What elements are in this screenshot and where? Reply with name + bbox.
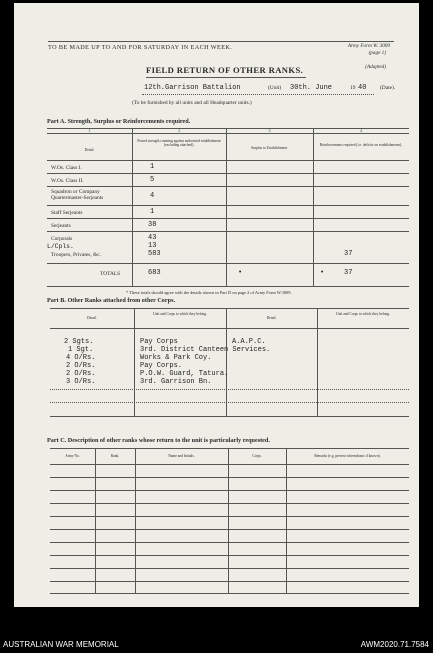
part-c-rule-head bbox=[50, 464, 409, 465]
row-posted-cqms: 4 bbox=[150, 192, 155, 200]
archive-footer bbox=[0, 638, 433, 653]
footer-accession-number: AWM2020.71.7584 bbox=[360, 640, 429, 649]
part-b-unit-1: Pay Corps bbox=[140, 338, 178, 346]
totals-surplus: • bbox=[238, 269, 243, 277]
col-header-reinforcements: Reinforcements required (i.e. deficits on establishments). bbox=[319, 143, 403, 147]
title-underline bbox=[146, 77, 306, 78]
row-detail-cqms: Squadron or Company Quartermaster-Serjeants bbox=[51, 189, 104, 201]
part-c-heading: Part C. Description of other ranks whose return to the unit is particularly requested. bbox=[47, 437, 270, 444]
row-posted-wo2: 5 bbox=[150, 176, 155, 184]
row-detail-lcpls: L/Cpls. bbox=[47, 243, 74, 250]
part-b-vline-3 bbox=[317, 308, 318, 416]
row-posted-staff-sgt: 1 bbox=[150, 208, 155, 216]
part-a-footnote: * These totals should agree with the details shown in Part D on page 2 of Army Form W.3009. bbox=[126, 290, 292, 295]
row-line bbox=[47, 218, 409, 219]
totals-reinf-bullet: • bbox=[320, 269, 325, 277]
part-b-unit-4: Pay Corps. bbox=[140, 362, 183, 370]
part-b-detail-5: 2 O/Rs. bbox=[66, 370, 96, 378]
row-detail-corporals: Corporals bbox=[51, 236, 73, 242]
part-c-header-army-no: Army No. bbox=[65, 454, 80, 458]
row-reinf-privates: 37 bbox=[344, 250, 353, 258]
part-c-vline-3 bbox=[228, 448, 229, 593]
header-rule bbox=[48, 41, 394, 42]
part-b-unit-5: P.O.W. Guard, Tatura. bbox=[140, 370, 229, 378]
col-number-4: 4 bbox=[360, 129, 362, 133]
part-b-rule-top bbox=[50, 308, 409, 309]
row-line bbox=[47, 263, 409, 264]
col-header-posted: Posted strength counting against authorized establishment (excluding attached). bbox=[137, 139, 221, 148]
row-posted-serjeants: 38 bbox=[148, 221, 157, 229]
unit-dotted-line bbox=[142, 94, 374, 95]
part-c-rule-bottom bbox=[50, 593, 409, 594]
form-page bbox=[14, 3, 419, 607]
totals-posted: 683 bbox=[148, 269, 161, 277]
part-b-unit-2: 3rd. District Canteen Services. bbox=[140, 346, 271, 354]
unit-label: (Unit) bbox=[268, 85, 282, 91]
date-label: (Date). bbox=[380, 85, 396, 91]
row-posted-privates: 583 bbox=[148, 250, 161, 258]
row-posted-wo1: 1 bbox=[150, 163, 155, 171]
part-c-header-rank: Rank. bbox=[110, 454, 120, 458]
row-detail-wo2: W.Os. Class II. bbox=[51, 178, 84, 184]
part-b-detail-2: 1 Sgt. bbox=[68, 346, 94, 354]
part-b-header-detail-2: Detail. bbox=[266, 316, 277, 320]
part-b-header-unit-2: Unit and Corps to which they belong. bbox=[336, 312, 390, 316]
part-b-heading: Part B. Other Ranks attached from other Corps. bbox=[47, 297, 176, 304]
year-value: 40 bbox=[358, 84, 367, 92]
part-c-rule-top bbox=[50, 448, 409, 449]
row-posted-corporals: 43 bbox=[148, 234, 157, 242]
part-a-heading: Part A. Strength, Surplus or Reinforcements required. bbox=[47, 118, 191, 125]
part-b-rule-bottom bbox=[50, 416, 409, 417]
row-detail-privates: Troopers, Privates, &c. bbox=[51, 252, 101, 258]
part-b-detail-3: 4 O/Rs. bbox=[66, 354, 96, 362]
part-b-detail-4: 2 O/Rs. bbox=[66, 362, 96, 370]
part-c-row-line bbox=[50, 490, 409, 491]
part-c-row-line bbox=[50, 477, 409, 478]
col-header-surplus: Surplus to Establishment. bbox=[251, 146, 288, 150]
row-posted-lcpls: 13 bbox=[148, 242, 157, 250]
col-header-detail: Detail. bbox=[84, 148, 95, 152]
part-a-rule-head bbox=[47, 160, 409, 161]
form-page: (page 1) bbox=[368, 50, 386, 56]
col-number-3: 3 bbox=[268, 129, 271, 133]
part-c-header-name: Name and Initials. bbox=[168, 454, 195, 458]
row-line bbox=[47, 231, 409, 232]
part-b-row-line bbox=[50, 389, 409, 390]
part-c-header-remarks: Remarks (e.g. present whereabouts if known). bbox=[314, 454, 381, 458]
part-b-header-detail-1: Detail. bbox=[87, 316, 97, 320]
part-b-header-unit-1: Unit and Corps to which they belong. bbox=[153, 312, 207, 316]
part-c-row-line bbox=[50, 542, 409, 543]
form-title: FIELD RETURN OF OTHER RANKS. bbox=[146, 65, 304, 75]
part-c-vline-4 bbox=[286, 448, 287, 593]
part-c-row-line bbox=[50, 581, 409, 582]
part-c-row-line bbox=[50, 555, 409, 556]
part-b-vline-1 bbox=[134, 308, 135, 416]
footer-institution: AUSTRALIAN WAR MEMORIAL bbox=[3, 640, 119, 649]
part-b-detail-1: 2 Sgts. bbox=[64, 338, 94, 346]
row-line bbox=[47, 186, 409, 187]
totals-label: TOTALS bbox=[100, 271, 121, 277]
part-b-vline-2 bbox=[226, 308, 227, 416]
part-c-row-line bbox=[50, 529, 409, 530]
year-prefix: 19 bbox=[350, 85, 356, 91]
totals-reinf: 37 bbox=[344, 269, 353, 277]
part-b-rule-head bbox=[50, 328, 409, 329]
row-detail-staff-sgt: Staff Serjeants bbox=[51, 210, 83, 216]
row-line bbox=[47, 205, 409, 206]
row-line bbox=[47, 173, 409, 174]
form-adapted: (Adapted) bbox=[365, 64, 386, 70]
date-value: 30th. June bbox=[290, 84, 333, 92]
form-id: Army Form W. 3009 bbox=[347, 43, 390, 49]
instruction-text: TO BE MADE UP TO AND FOR SATURDAY IN EACH WEEK. bbox=[48, 44, 233, 51]
col-number-2: 2 bbox=[178, 129, 180, 133]
part-c-vline-1 bbox=[95, 448, 96, 593]
furnished-note: (To be furnished by all units and all Headquarter units.) bbox=[132, 100, 252, 106]
part-c-header-corps: Corps. bbox=[252, 454, 262, 458]
part-c-row-line bbox=[50, 568, 409, 569]
unit-value: 12th.Garrison Battalion bbox=[144, 84, 241, 92]
row-detail-wo1: W.Os. Class I. bbox=[51, 165, 82, 171]
part-c-row-line bbox=[50, 516, 409, 517]
part-b-unit-3: Works & Park Coy. bbox=[140, 354, 212, 362]
part-b-detail-6: 3 O/Rs. bbox=[66, 378, 96, 386]
row-line bbox=[47, 286, 409, 287]
part-c-row-line bbox=[50, 503, 409, 504]
row-detail-serjeants: Serjeants bbox=[51, 223, 71, 229]
part-b-row-line bbox=[50, 402, 409, 403]
part-b-extra-1: A.A.P.C. bbox=[232, 338, 266, 346]
part-c-vline-2 bbox=[135, 448, 136, 593]
col-number-1: 1 bbox=[88, 129, 91, 133]
part-b-unit-6: 3rd. Garrison Bn. bbox=[140, 378, 212, 386]
